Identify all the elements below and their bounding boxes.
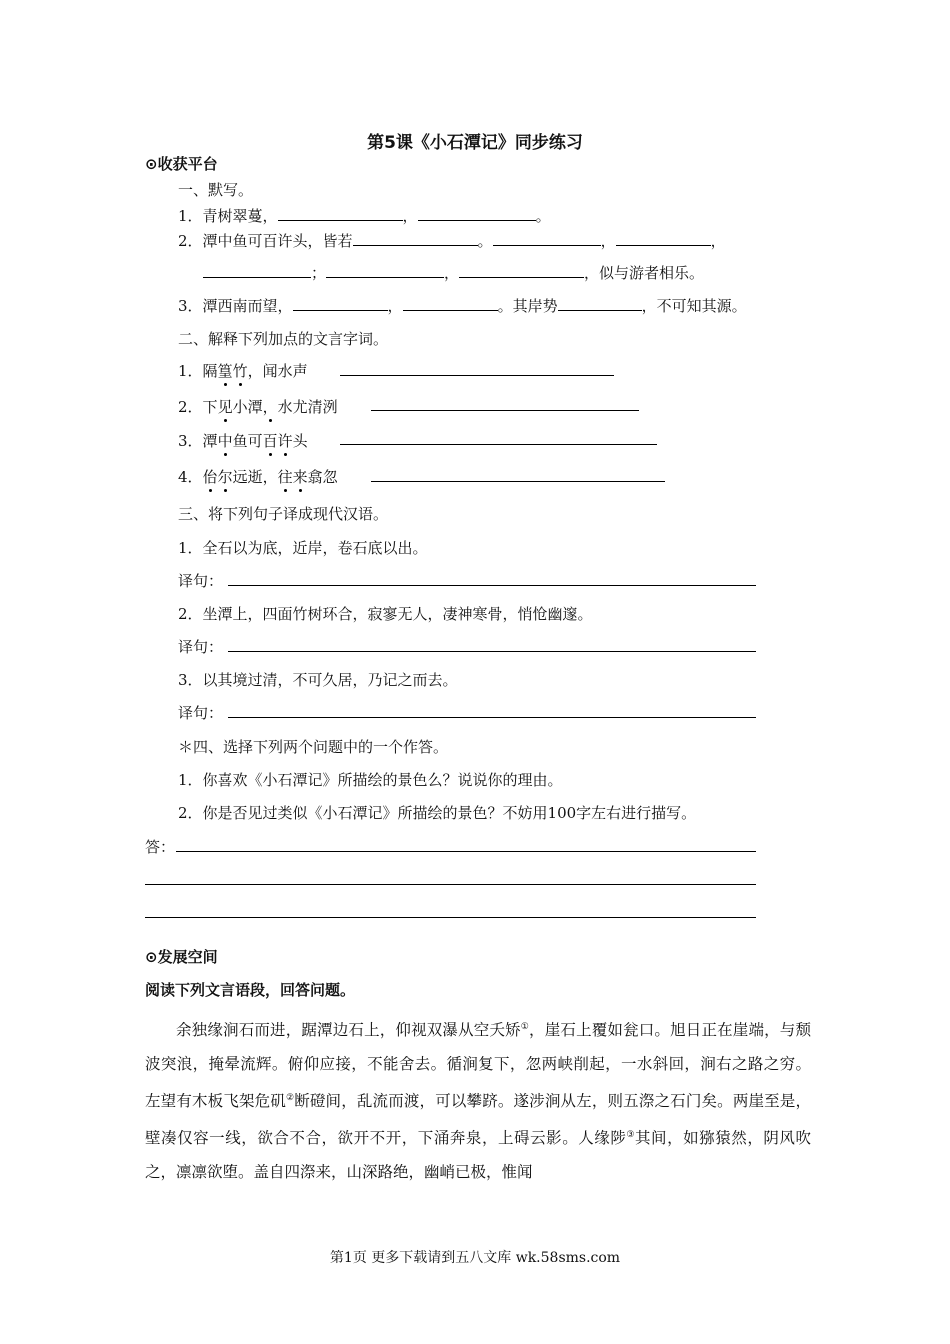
part2-item-1 [178,360,308,381]
answer-label: 答： [145,838,176,856]
part2-answer-line-3[interactable] [340,444,657,445]
part2-item-4-text: 佁尔远逝，往来翕忽 [202,468,338,486]
q2-line-1 [178,230,726,251]
q2-text-a: 2．潭中鱼可百许头，皆若 [178,232,353,250]
q3-blank-1[interactable] [293,296,388,311]
q3-text-a: 3．潭西南而望， [178,297,293,315]
part2-item-3-num: 3． [178,432,203,450]
q1-line [178,205,551,226]
q1-blank-1[interactable] [278,206,403,221]
page-footer: 第1页 更多下载请到五八文库 wk.58sms.com [329,1250,621,1266]
q2-blank-1[interactable] [353,231,478,246]
q2-text-d: ， [710,232,726,250]
passage-part-1: 余独缘涧石而进，踞潭边石上，仰视双瀑从空夭矫 [176,1021,521,1040]
q2-text-c: ， [600,232,616,250]
answer-line-3[interactable] [145,917,756,918]
part4-item-2: 2．你是否见过类似《小石潭记》所描绘的景色？不妨用100字左右进行描写。 [178,804,697,822]
part2-item-2-text: 下见小潭，水尤清洌 [202,398,338,416]
part3-item-2: 2．坐潭上，四面竹树环合，寂寥无人，凄神寒骨，悄怆幽邃。 [178,605,593,623]
part2-item-3 [178,430,308,451]
translation-line-2[interactable] [228,651,756,652]
q2-text-e: ； [311,264,327,282]
page-title: 第5课《小石潭记》同步练习 [367,133,583,153]
answer-line-2[interactable] [145,884,756,885]
part2-answer-line-2[interactable] [371,410,639,411]
section-heading-development: ⊙发展空间 [145,948,218,966]
part2-item-2-num: 2． [178,398,203,416]
passage-part-3: 断磴间，乱流而渡，可以攀跻。遂涉涧从左，则五漈之石门矣。两崖至是，壁凑仅容一线，欲合不合，欲开不开，下涌奔泉，上碍云影。人缘陟 [145,1092,811,1148]
part2-item-4 [178,466,338,487]
q3-line [178,295,747,316]
reading-instruction: 阅读下列文言语段，回答问题。 [145,981,356,999]
q2-blank-2[interactable] [493,231,601,246]
translation-label-1: 译句： [178,572,224,590]
footnote-3: ③ [626,1130,636,1141]
q3-text-d: ，不可知其源。 [641,297,747,315]
part3-item-3: 3．以其境过清，不可久居，乃记之而去。 [178,671,458,689]
q3-text-b: ， [387,297,403,315]
part2-item-1-text: 隔篁竹，闻水声 [202,362,308,380]
q2-text-g: ，似与游者相乐。 [584,264,705,282]
part2-item-2 [178,396,338,417]
part2-item-4-num: 4． [178,468,203,486]
part2-answer-line-4[interactable] [371,481,665,482]
part2-item-3-text: 潭中鱼可百许头 [202,432,308,450]
q1-text-a: 1．青树翠蔓， [178,207,278,225]
q1-text-c: 。 [535,207,551,225]
section-heading-harvest: ⊙收获平台 [145,155,218,173]
classical-passage [145,1010,811,1189]
q1-blank-2[interactable] [418,206,536,221]
q1-text-b: ， [402,207,418,225]
part3-item-1: 1．全石以为底，近岸，卷石底以出。 [178,539,428,557]
answer-line-1[interactable] [176,851,756,852]
part3-heading: 三、将下列句子译成现代汉语。 [178,505,389,523]
part1-heading: 一、默写。 [178,181,254,199]
q2-line-2 [203,262,704,283]
part2-item-1-num: 1． [178,362,203,380]
q2-blank-6[interactable] [459,263,584,278]
q3-text-c: 。其岸势 [497,297,558,315]
footnote-2: ② [285,1093,295,1104]
q2-blank-3[interactable] [616,231,711,246]
part2-answer-line-1[interactable] [340,375,614,376]
passage-part-2: ，崖石上覆如瓮口。旭日正在崖端，与颓波突浪，掩晕流辉。俯仰应接，不能舍去。循涧复下，忽两峡削起，一水斜回，涧右之路之穷。左望有木板飞架危矶 [145,1021,811,1111]
part4-heading: ＊四、选择下列两个问题中的一个作答。 [178,738,449,756]
q2-text-f: ， [444,264,460,282]
footnote-1: ① [520,1022,530,1032]
q3-blank-3[interactable] [558,296,642,311]
translation-label-2: 译句： [178,638,224,656]
translation-line-1[interactable] [228,585,756,586]
q3-blank-2[interactable] [403,296,498,311]
translation-label-3: 译句： [178,704,224,722]
part4-item-1: 1．你喜欢《小石潭记》所描绘的景色么？说说你的理由。 [178,771,563,789]
q2-blank-5[interactable] [326,263,444,278]
part2-heading: 二、解释下列加点的文言字词。 [178,330,389,348]
translation-line-3[interactable] [228,717,756,718]
q2-text-b: 。 [477,232,493,250]
q2-blank-4[interactable] [203,263,311,278]
passage-part-4: 其间，如猕猿然，阴风吹之，凛凛欲堕。盖自四漈来，山深路绝，幽峭已极，惟闻 [145,1129,811,1182]
